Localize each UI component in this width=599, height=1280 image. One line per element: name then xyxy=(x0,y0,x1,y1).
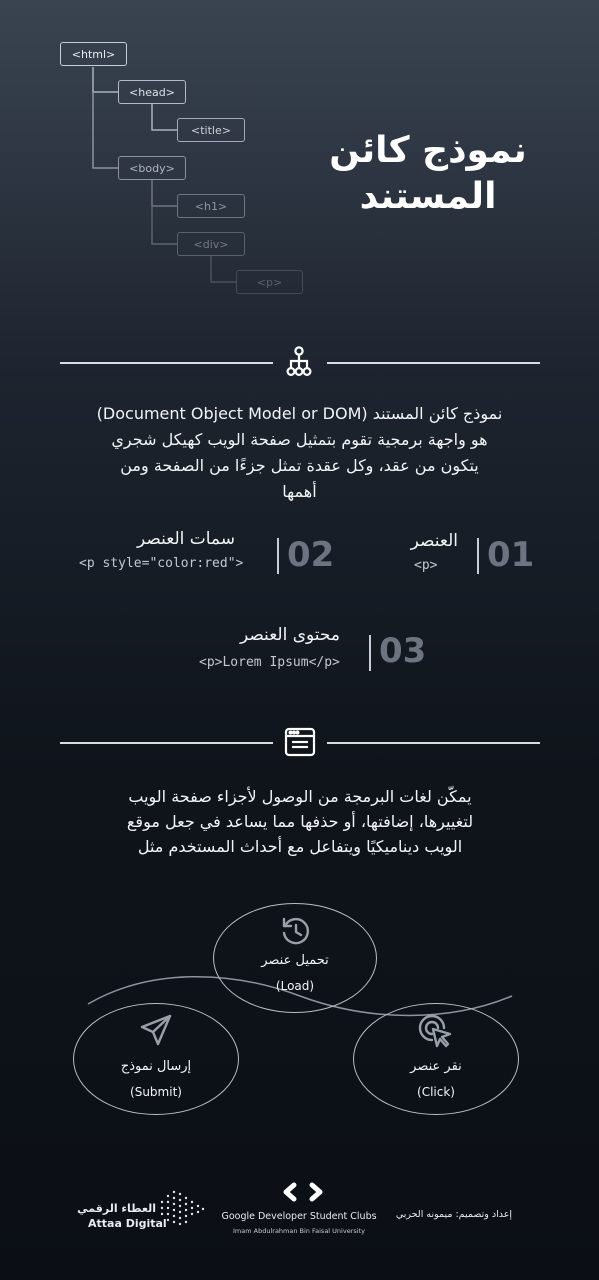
dom-usage-line: الويب ديناميكيًا ويتفاعل مع أحداث المستخدم مثل xyxy=(137,837,463,856)
sitemap-icon xyxy=(283,345,315,377)
divider-left-1 xyxy=(60,362,273,364)
dom-description xyxy=(40,401,559,505)
item-title-element: العنصر xyxy=(410,531,458,551)
attaa-name-en: Attaa Digital xyxy=(88,1217,167,1230)
dom-usage-description xyxy=(60,784,540,859)
page-title-line2: المستند xyxy=(359,176,497,217)
event-click-sub: (Click) xyxy=(417,1085,455,1099)
dom-description-line: هو واجهة برمجية تقوم بتمثيل صفحة الويب كهيكل شجري xyxy=(111,430,488,449)
event-load-label: تحميل عنصر xyxy=(261,953,329,968)
item-separator-03 xyxy=(369,635,371,671)
tree-node-head: <head> xyxy=(118,80,186,104)
tree-node-html: <html> xyxy=(60,42,127,66)
history-icon xyxy=(279,914,313,948)
item-code-element: <p> xyxy=(414,558,438,573)
page-title xyxy=(318,128,538,220)
item-code-content: <p>Lorem Ipsum</p> xyxy=(199,655,340,670)
tree-node-title: <title> xyxy=(177,118,245,142)
attaa-logo-icon xyxy=(158,1188,206,1230)
event-submit-sub: (Submit) xyxy=(130,1085,182,1099)
click-pointer-icon xyxy=(417,1013,453,1049)
item-number-03: 03 xyxy=(379,631,427,671)
event-click-label: نقر عنصر xyxy=(410,1059,462,1074)
item-code-attributes: <p style="color:red"> xyxy=(79,556,244,571)
gdsc-logo-icon xyxy=(281,1181,325,1203)
divider-right-1 xyxy=(327,362,540,364)
attaa-name-ar: العطاء الرقمي xyxy=(77,1202,156,1215)
divider-right-2 xyxy=(327,742,540,744)
event-load-sub: (Load) xyxy=(275,979,315,993)
dom-description-line: نموذج كائن المستند (Document Object Model or DOM) xyxy=(96,404,503,423)
gdsc-university: Imam Abdulrahman Bin Faisal University xyxy=(233,1227,365,1235)
item-separator-01 xyxy=(477,538,479,574)
tree-node-h1: <h1> xyxy=(177,194,245,218)
dom-usage-line: يمكّن لغات البرمجة من الوصول لأجزاء صفحة الويب xyxy=(128,787,472,806)
gdsc-name: Google Developer Student Clubs xyxy=(221,1211,377,1222)
send-icon xyxy=(139,1013,173,1047)
tree-node-body: <body> xyxy=(118,156,186,180)
item-number-02: 02 xyxy=(287,535,335,575)
item-title-content: محتوى العنصر xyxy=(239,625,340,645)
tree-node-div: <div> xyxy=(177,232,245,256)
page-title-line1: نموذج كائن xyxy=(329,130,527,171)
item-separator-02 xyxy=(277,538,279,574)
item-title-attributes: سمات العنصر xyxy=(136,529,235,549)
item-number-01: 01 xyxy=(487,535,535,575)
dom-description-line: أهمها xyxy=(282,482,317,501)
event-submit-label: إرسال نموذج xyxy=(120,1059,192,1074)
divider-left-2 xyxy=(60,742,273,744)
design-credit: إعداد وتصميم: ميمونه الحربي xyxy=(395,1209,512,1220)
dom-usage-line: لتغييرها، إضافتها، أو حذفها مما يساعد في جعل موقع xyxy=(126,812,474,831)
tree-node-p: <p> xyxy=(236,270,303,294)
dom-description-line: يتكون من عقد، وكل عقدة تمثل جزءًا من الصفحة ومن xyxy=(120,456,479,475)
browser-window-icon xyxy=(284,727,316,757)
